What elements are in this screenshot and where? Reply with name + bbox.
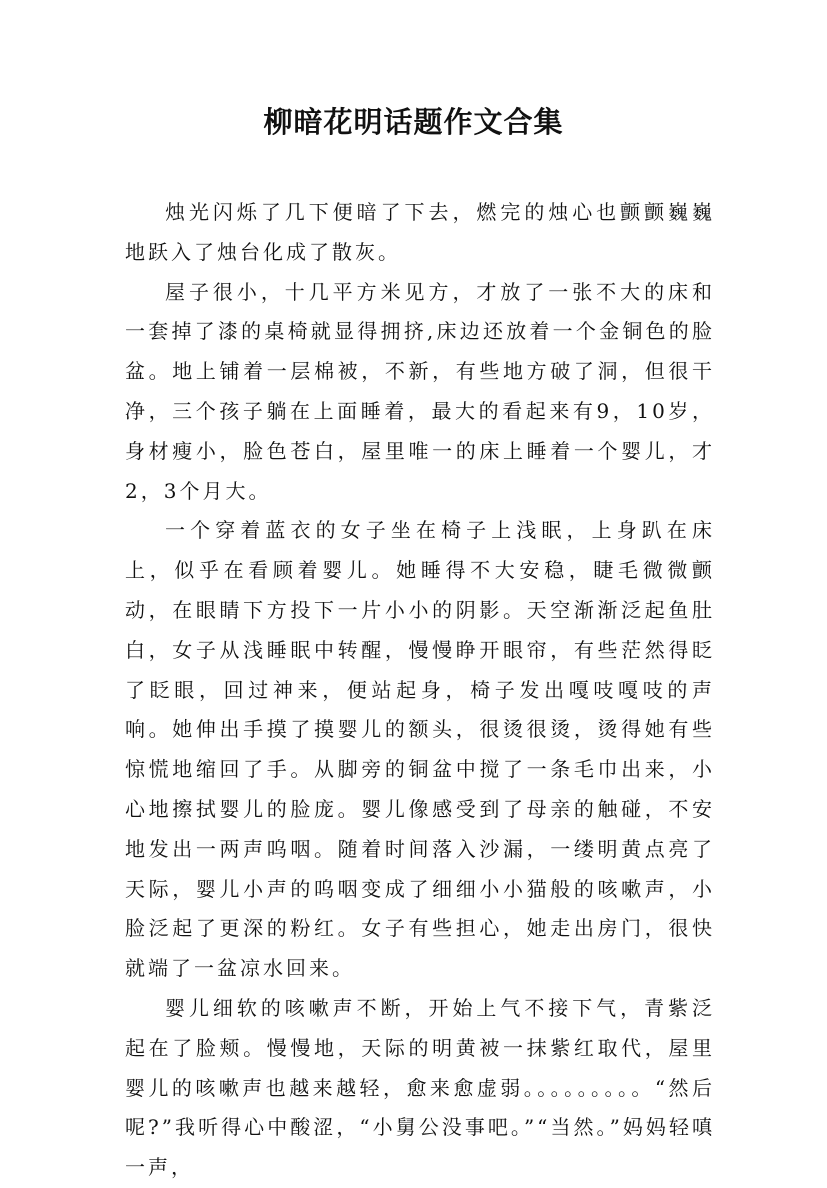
paragraph-3: 一个穿着蓝衣的女子坐在椅子上浅眠，上身趴在床上，似乎在看顾着婴儿。她睡得不大安稳，睫毛微微颤动，在眼睛下方投下一片小小的阴影。天空渐渐泛起鱼肚白，女子从浅睡眠中转醒，慢慢睁开眼帘，有些茫然得眨了眨眼，回过神来，便站起身，椅子发出嘎吱嘎吱的声响。她伸出手摸了摸婴儿的额头，很烫很烫，烫得她有些惊慌地缩回了手。从脚旁的铜盆中搅了一条毛巾出来，小心地擦拭婴儿的脸庞。婴儿像感受到了母亲的触碰，不安地发出一两声呜咽。随着时间落入沙漏，一缕明黄点亮了天际，婴儿小声的呜咽变成了细细小小猫般的咳嗽声，小脸泛起了更深的粉红。女子有些担心，她走出房门，很快就端了一盆凉水回来。 (125, 518, 715, 981)
document-body (125, 193, 715, 1188)
paragraph-4: 婴儿细软的咳嗽声不断，开始上气不接下气，青紫泛起在了脸颊。慢慢地，天际的明黄被一抹紫红取代，屋里婴儿的咳嗽声也越来越轻，愈来愈虚弱。。。。。。。。。“然后呢?”我听得心中酸涩，“小舅公没事吧。”“当然。”妈妈轻嗔一声， (125, 995, 715, 1180)
paragraph-2: 屋子很小，十几平方米见方，才放了一张不大的床和一套掉了漆的桌椅就显得拥挤,床边还放着一个金铜色的脸盆。地上铺着一层棉被，不新，有些地方破了洞，但很干净，三个孩子躺在上面睡着，最大的看起来有9，10岁，身材瘦小，脸色苍白，屋里唯一的床上睡着一个婴儿，才2，3个月大。 (125, 279, 715, 503)
document-title: 柳暗花明话题作文合集 (263, 105, 564, 139)
paragraph-1: 烛光闪烁了几下便暗了下去，燃完的烛心也颤颤巍巍地跃入了烛台化成了散灰。 (125, 200, 715, 264)
